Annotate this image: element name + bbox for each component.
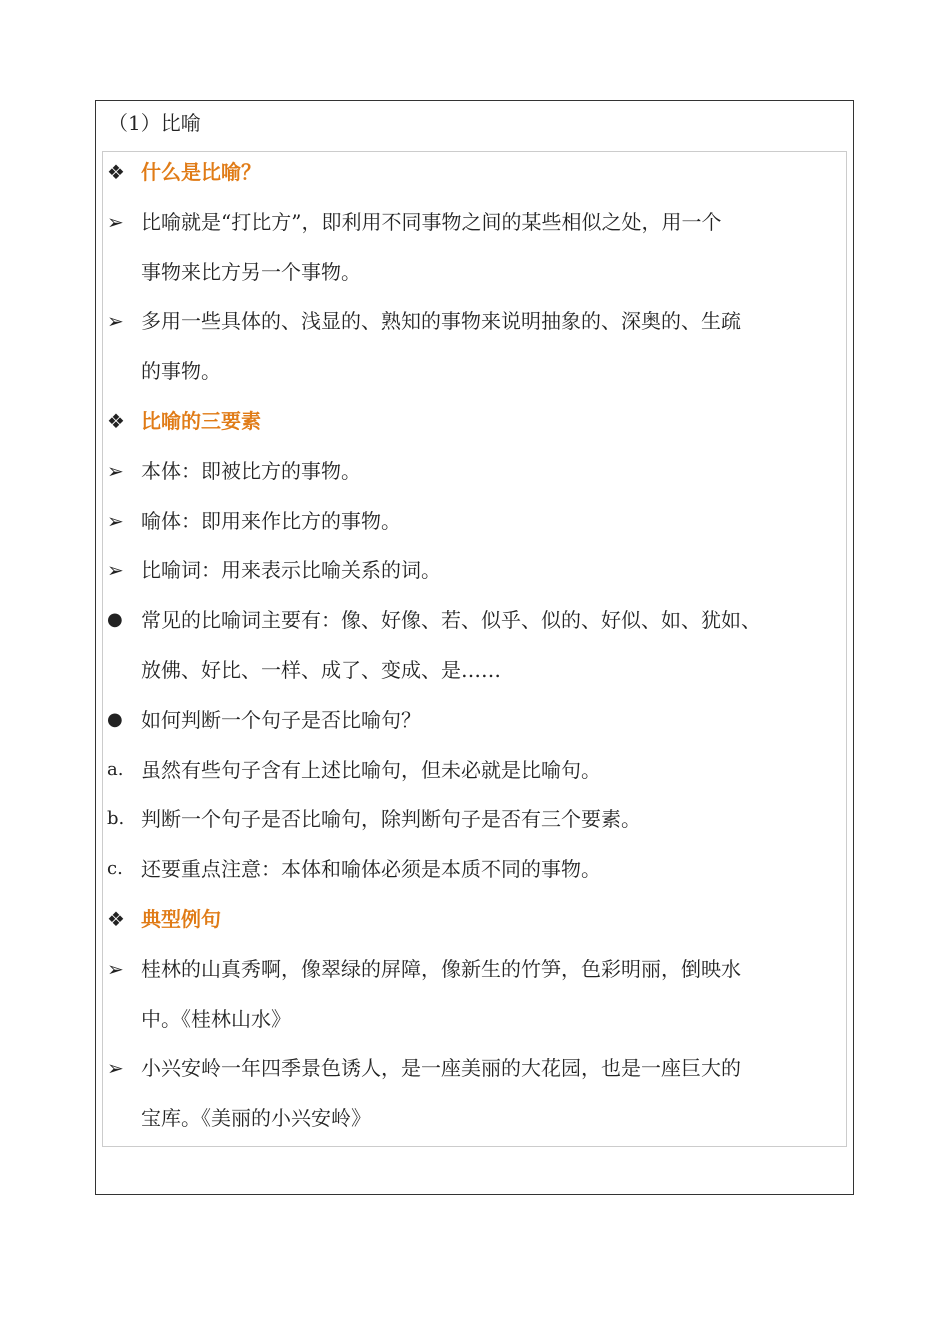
- line-text: 多用一些具体的、浅显的、熟知的事物来说明抽象的、深奥的、生疏: [141, 309, 741, 334]
- arrow-bullet-icon: ➢: [107, 209, 124, 234]
- arrow-bullet-icon: ➢: [107, 508, 124, 533]
- arrow-bullet-icon: ➢: [107, 1056, 124, 1081]
- line-text: 虽然有些句子含有上述比喻句，但未必就是比喻句。: [141, 757, 601, 782]
- list-item: [103, 750, 848, 800]
- diamond-bullet-icon: ❖: [107, 409, 125, 433]
- content-cell: [102, 151, 847, 1147]
- dot-bullet-icon: ●: [107, 609, 123, 631]
- line-text: 放佛、好比、一样、成了、变成、是……: [141, 658, 501, 682]
- list-item: [103, 301, 848, 351]
- arrow-bullet-icon: ➢: [107, 956, 124, 981]
- list-item: [103, 949, 848, 999]
- line-text: 宝库。《美丽的小兴安岭》: [141, 1106, 371, 1131]
- list-item: [103, 550, 848, 600]
- section-title: （1）比喻: [108, 111, 201, 135]
- line-text: 喻体：即用来作比方的事物。: [141, 508, 401, 533]
- line-text: 比喻就是“打比方”，即利用不同事物之间的某些相似之处，用一个: [141, 209, 722, 234]
- letter-marker: a.: [107, 758, 124, 780]
- list-item: [103, 1098, 848, 1148]
- arrow-bullet-icon: ➢: [107, 309, 124, 334]
- list-heading: [103, 401, 848, 451]
- list-item: [103, 700, 848, 750]
- line-text: 小兴安岭一年四季景色诱人，是一座美丽的大花园，也是一座巨大的: [141, 1056, 741, 1081]
- list-heading: [103, 152, 848, 202]
- document-table-frame: [95, 100, 854, 1195]
- list-item: [103, 600, 848, 650]
- line-text: 如何判断一个句子是否比喻句？: [141, 707, 421, 732]
- list-item: [103, 849, 848, 899]
- line-text: 常见的比喻词主要有：像、好像、若、似乎、似的、好似、如、犹如、: [141, 608, 761, 633]
- line-text: 桂林的山真秀啊，像翠绿的屏障，像新生的竹笋，色彩明丽，倒映水: [141, 956, 741, 981]
- list-item: [103, 650, 848, 700]
- line-text: 本体：即被比方的事物。: [141, 458, 361, 483]
- list-item: [103, 202, 848, 252]
- letter-marker: b.: [107, 808, 125, 830]
- line-text: 还要重点注意：本体和喻体必须是本质不同的事物。: [141, 857, 601, 882]
- list-heading: [103, 899, 848, 949]
- heading-text: 比喻的三要素: [141, 409, 261, 433]
- line-text: 中。《桂林山水》: [141, 1006, 291, 1031]
- list-item: [103, 501, 848, 551]
- heading-text: 典型例句: [141, 907, 221, 931]
- list-item: [103, 999, 848, 1049]
- letter-marker: c.: [107, 858, 123, 880]
- list-item: [103, 799, 848, 849]
- line-text: 事物来比方另一个事物。: [141, 259, 361, 284]
- list-item: [103, 252, 848, 302]
- diamond-bullet-icon: ❖: [107, 907, 125, 931]
- list-item: [103, 1048, 848, 1098]
- list-item: [103, 351, 848, 401]
- line-text: 比喻词：用来表示比喻关系的词。: [141, 558, 441, 583]
- arrow-bullet-icon: ➢: [107, 558, 124, 583]
- heading-text: 什么是比喻？: [141, 160, 261, 184]
- line-text: 判断一个句子是否比喻句，除判断句子是否有三个要素。: [141, 807, 641, 832]
- list-item: [103, 451, 848, 501]
- arrow-bullet-icon: ➢: [107, 458, 124, 483]
- diamond-bullet-icon: ❖: [107, 160, 125, 184]
- dot-bullet-icon: ●: [107, 708, 123, 730]
- line-text: 的事物。: [141, 359, 221, 384]
